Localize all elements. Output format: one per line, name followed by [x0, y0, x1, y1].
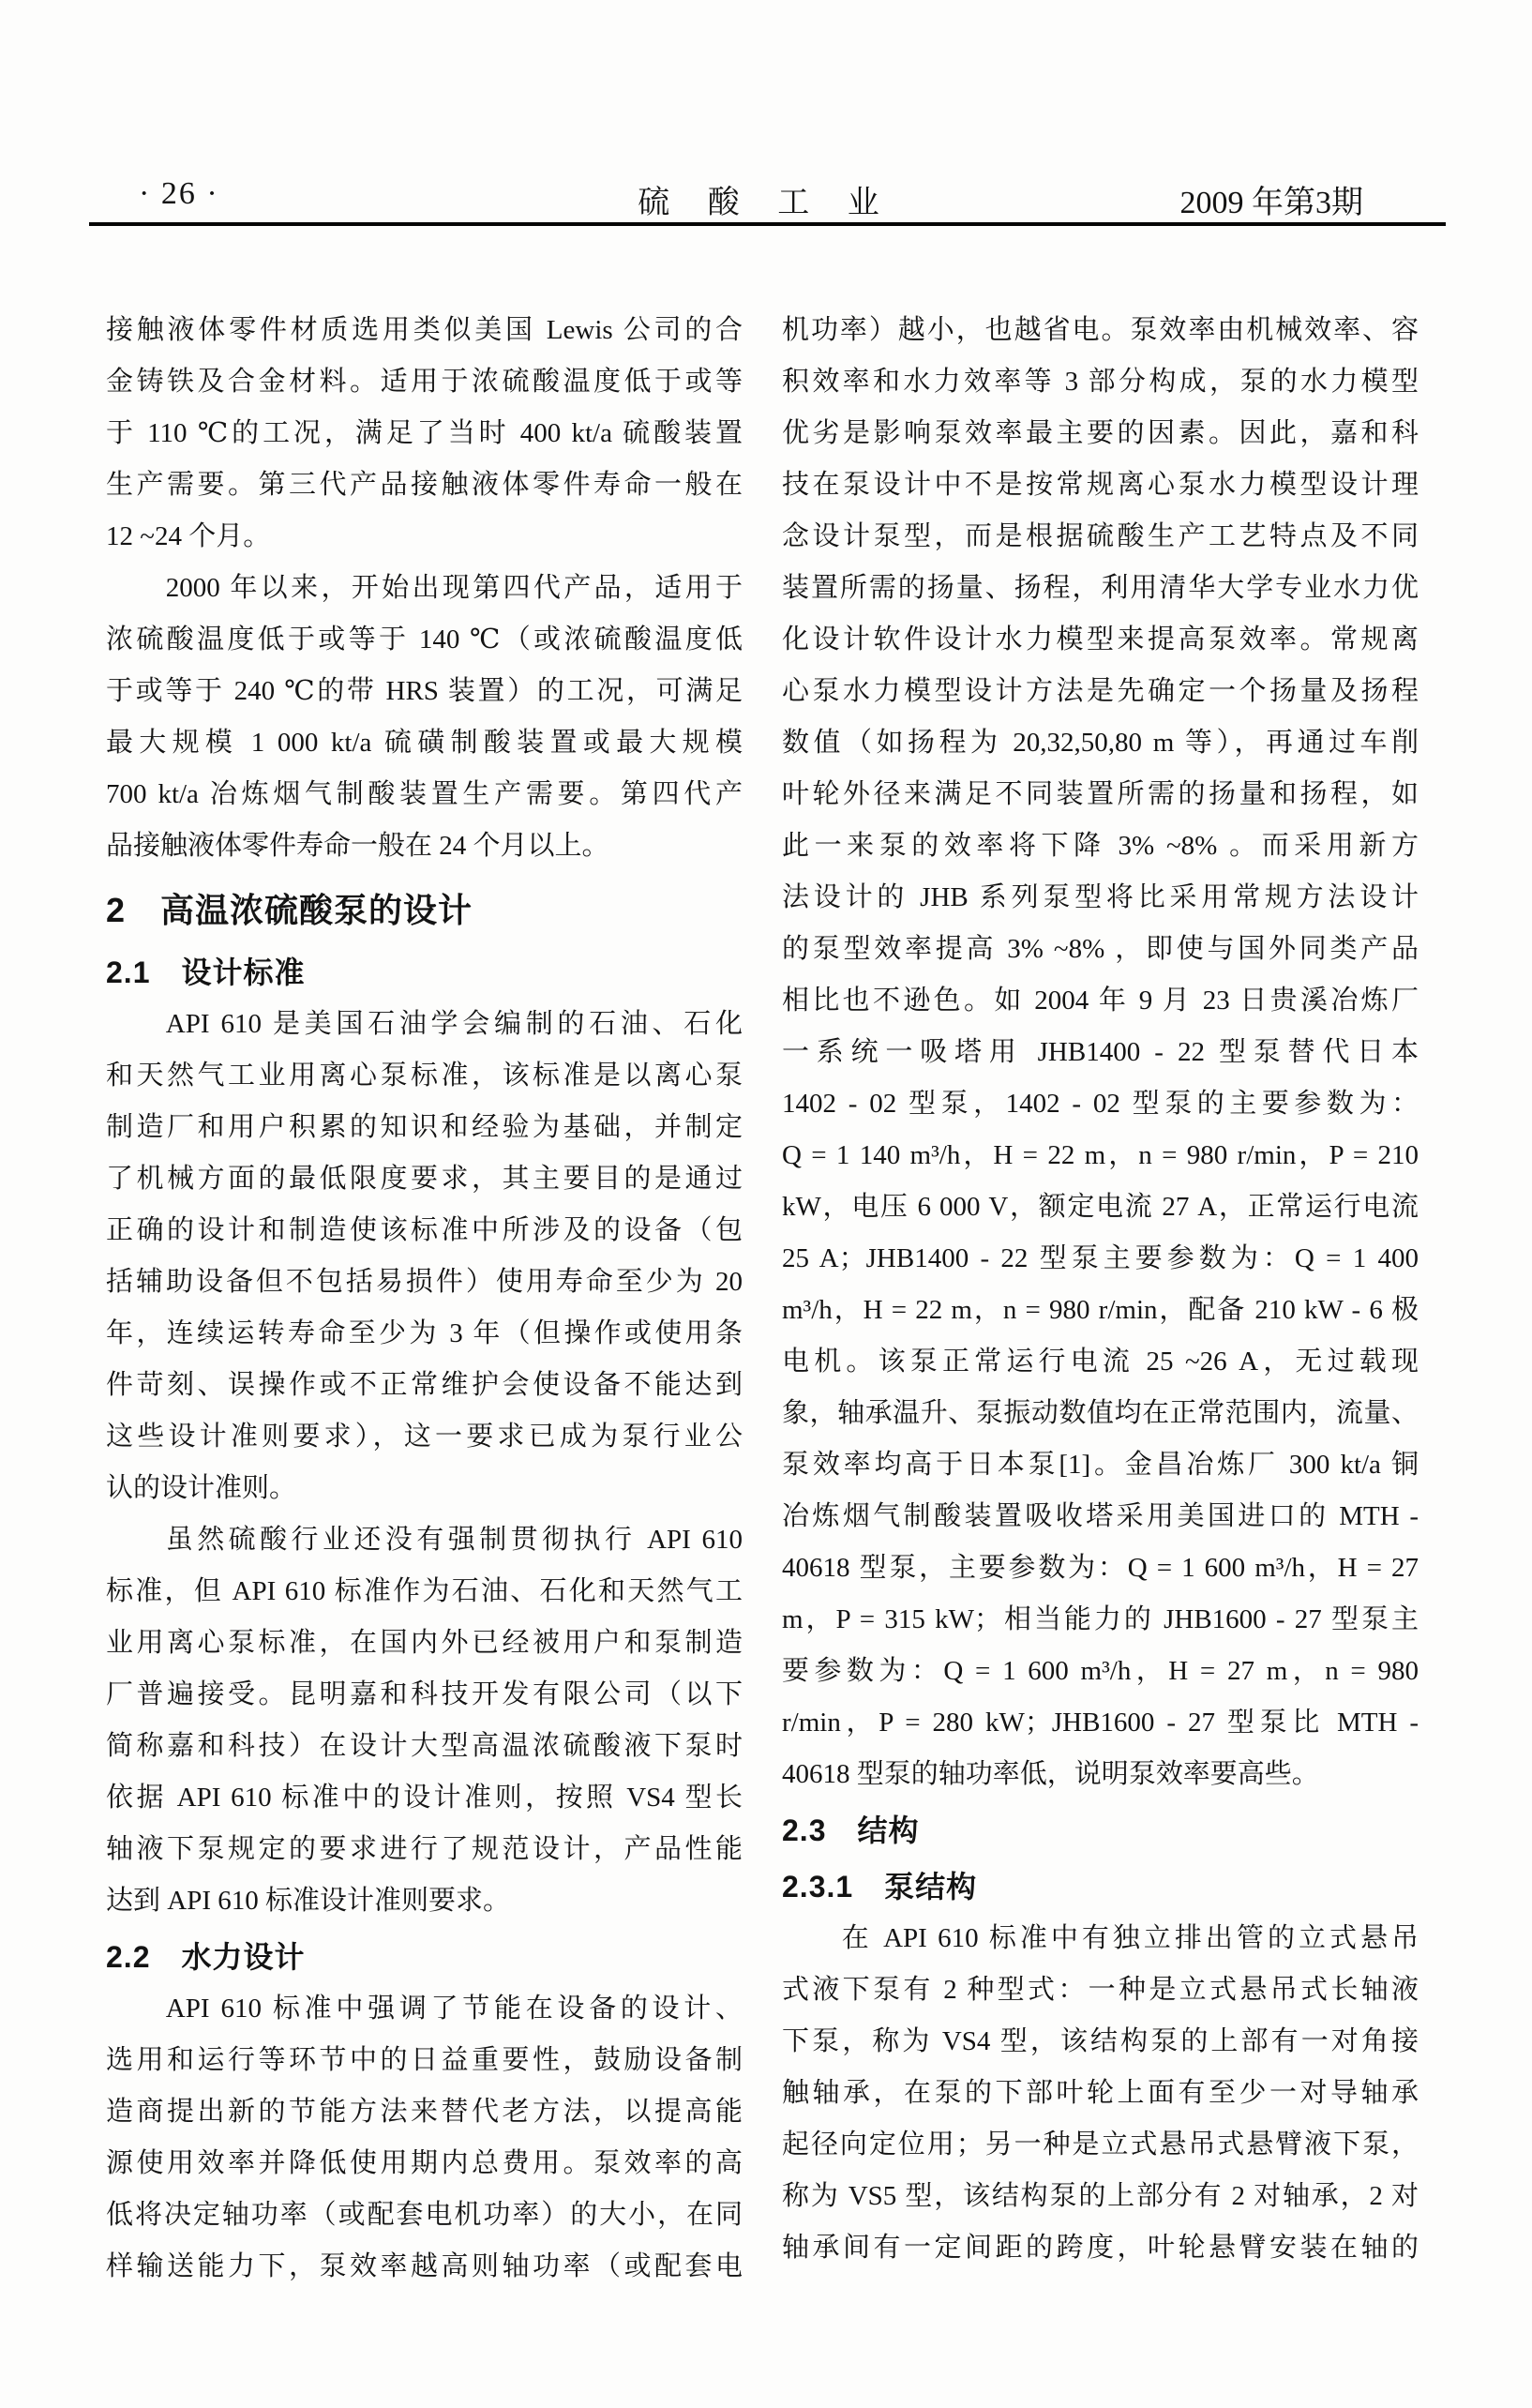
text-line: 低将决定轴功率（或配套电机功率）的大小，在同: [106, 2200, 743, 2230]
text-line: 法设计的 JHB 系列泵型将比采用常规方法设计: [782, 882, 1419, 912]
text-line: 于或等于 240 ℃的带 HRS 装置）的工况，可满足: [106, 676, 743, 706]
text-line: 40618 型泵，主要参数为：Q = 1 600 m³/h，H = 27: [782, 1553, 1419, 1583]
text-line: 40618 型泵的轴功率低，说明泵效率要高些。: [782, 1759, 1319, 1789]
text-line: 700 kt/a 冶炼烟气制酸装置生产需要。第四代产: [106, 779, 743, 809]
text-line: 装置所需的扬量、扬程，利用清华大学专业水力优: [782, 573, 1419, 603]
text-line: 机功率）越小，也越省电。泵效率由机械效率、容: [782, 315, 1419, 345]
text-line: 标准，但 API 610 标准作为石油、石化和天然气工: [106, 1576, 743, 1606]
article-body: [106, 305, 1419, 2293]
text-line: 象，轴承温升、泵振动数值均在正常范围内，流量、: [782, 1398, 1419, 1428]
text-line: 心泵水力模型设计方法是先确定一个扬量及扬程: [782, 676, 1419, 706]
text-line: 浓硫酸温度低于或等于 140 ℃（或浓硫酸温度低: [106, 625, 743, 655]
text-line: 金铸铁及合金材料。适用于浓硫酸温度低于或等: [106, 367, 743, 397]
text-line: 一系统一吸塔用 JHB1400 - 22 型泵替代日本: [782, 1037, 1419, 1067]
left-column: [106, 305, 743, 2293]
text-line: 电机。该泵正常运行电流 25 ~26 A，无过载现: [782, 1347, 1419, 1377]
text-line: 式液下泵有 2 种型式：一种是立式悬吊式长轴液: [782, 1975, 1419, 2005]
text-line: 造商提出新的节能方法来替代老方法，以提高能: [106, 2097, 743, 2127]
text-line: 25 A；JHB1400 - 22 型泵主要参数为：Q = 1 400: [782, 1243, 1419, 1273]
text-line: 1402 - 02 型泵，1402 - 02 型泵的主要参数为：: [782, 1089, 1419, 1119]
text-line: 念设计泵型，而是根据硫酸生产工艺特点及不同: [782, 521, 1419, 551]
text-line: 数值（如扬程为 20,32,50,80 m 等），再通过车削: [782, 728, 1419, 758]
text-line: 2000 年以来，开始出现第四代产品，适用于: [165, 573, 743, 603]
text-line: 相比也不逊色。如 2004 年 9 月 23 日贵溪冶炼厂: [782, 986, 1419, 1016]
text-line: 优劣是影响泵效率最主要的因素。因此，嘉和科: [782, 418, 1419, 448]
text-line: 业用离心泵标准，在国内外已经被用户和泵制造: [106, 1628, 743, 1658]
text-line: 要参数为：Q = 1 600 m³/h，H = 27 m，n = 980: [782, 1656, 1419, 1686]
text-line: 正确的设计和制造使该标准中所涉及的设备（包: [106, 1215, 743, 1245]
header-rule: [89, 222, 1446, 226]
text-line: 件苛刻、误操作或不正常维护会使设备不能达到: [106, 1370, 743, 1400]
text-line: 这些设计准则要求），这一要求已成为泵行业公: [106, 1422, 743, 1452]
text-line: 于 110 ℃的工况，满足了当时 400 kt/a 硫酸装置: [106, 418, 743, 448]
section-heading: 2.2 水力设计: [106, 1940, 306, 1974]
text-line: 化设计软件设计水力模型来提高泵效率。常规离: [782, 625, 1419, 655]
text-line: kW，电压 6 000 V，额定电流 27 A，正常运行电流: [782, 1192, 1419, 1222]
text-line: 技在泵设计中不是按常规离心泵水力模型设计理: [782, 470, 1419, 500]
text-line: 虽然硫酸行业还没有强制贯彻执行 API 610: [165, 1525, 743, 1555]
text-line: 在 API 610 标准中有独立排出管的立式悬吊: [841, 1923, 1419, 1953]
issue-label: 2009 年第3期: [1179, 186, 1363, 220]
section-heading: 2.3 结构: [782, 1814, 920, 1847]
text-line: r/min，P = 280 kW；JHB1600 - 27 型泵比 MTH -: [782, 1708, 1419, 1738]
text-line: 和天然气工业用离心泵标准，该标准是以离心泵: [106, 1061, 743, 1091]
text-line: 轴液下泵规定的要求进行了规范设计，产品性能: [106, 1834, 743, 1864]
text-line: 品接触液体零件寿命一般在 24 个月以上。: [106, 831, 609, 861]
text-line: 此一来泵的效率将下降 3% ~8% 。而采用新方: [782, 831, 1419, 861]
text-line: m，P = 315 kW；相当能力的 JHB1600 - 27 型泵主: [782, 1604, 1419, 1634]
section-heading: 2 高温浓硫酸泵的设计: [106, 891, 473, 929]
text-line: 的泵型效率提高 3% ~8% ，即使与国外同类产品: [782, 934, 1419, 964]
journal-title: 硫 酸 工 业: [638, 186, 894, 220]
text-line: 积效率和水力效率等 3 部分构成，泵的水力模型: [782, 367, 1419, 397]
right-column: [782, 305, 1419, 2293]
text-line: 触轴承，在泵的下部叶轮上面有至少一对导轴承: [782, 2078, 1419, 2108]
section-heading: 2.1 设计标准: [106, 956, 306, 989]
text-line: API 610 是美国石油学会编制的石油、石化: [165, 1009, 743, 1039]
text-line: 接触液体零件材质选用类似美国 Lewis 公司的合: [106, 315, 743, 345]
text-line: 了机械方面的最低限度要求，其主要目的是通过: [106, 1164, 743, 1194]
page-number: · 26 ·: [139, 176, 219, 211]
section-heading: 2.3.1 泵结构: [782, 1870, 978, 1904]
text-line: m³/h，H = 22 m，n = 980 r/min，配备 210 kW - 6 极: [782, 1295, 1419, 1325]
text-line: 最大规模 1 000 kt/a 硫磺制酸装置或最大规模: [106, 728, 743, 758]
text-line: 达到 API 610 标准设计准则要求。: [106, 1886, 510, 1916]
text-line: 下泵，称为 VS4 型，该结构泵的上部有一对角接: [782, 2026, 1419, 2056]
text-line: 年，连续运转寿命至少为 3 年（但操作或使用条: [106, 1318, 743, 1348]
text-line: 样输送能力下，泵效率越高则轴功率（或配套电: [106, 2251, 743, 2281]
text-line: 叶轮外径来满足不同装置所需的扬量和扬程，如: [782, 779, 1419, 809]
text-line: 起径向定位用；另一种是立式悬吊式悬臂液下泵，: [782, 2130, 1419, 2160]
text-line: 源使用效率并降低使用期内总费用。泵效率的高: [106, 2148, 743, 2178]
text-line: 厂普遍接受。昆明嘉和科技开发有限公司（以下: [106, 1679, 743, 1709]
text-line: 认的设计准则。: [106, 1473, 297, 1503]
text-line: 泵效率均高于日本泵[1]。金昌冶炼厂 300 kt/a 铜: [782, 1450, 1419, 1480]
text-line: API 610 标准中强调了节能在设备的设计、: [165, 1994, 743, 2024]
text-line: 制造厂和用户积累的知识和经验为基础，并制定: [106, 1112, 743, 1142]
text-line: 称为 VS5 型，该结构泵的上部分有 2 对轴承，2 对: [782, 2181, 1419, 2211]
text-line: 轴承间有一定间距的跨度，叶轮悬臂安装在轴的: [782, 2233, 1419, 2263]
text-line: 简称嘉和科技）在设计大型高温浓硫酸液下泵时: [106, 1731, 743, 1761]
text-line: 12 ~24 个月。: [106, 521, 271, 551]
text-line: 冶炼烟气制酸装置吸收塔采用美国进口的 MTH -: [782, 1501, 1419, 1531]
text-line: 生产需要。第三代产品接触液体零件寿命一般在: [106, 470, 743, 500]
text-line: 选用和运行等环节中的日益重要性，鼓励设备制: [106, 2045, 743, 2075]
text-line: 括辅助设备但不包括易损件）使用寿命至少为 20: [106, 1267, 743, 1297]
text-line: 依据 API 610 标准中的设计准则，按照 VS4 型长: [106, 1783, 743, 1813]
text-line: Q = 1 140 m³/h，H = 22 m，n = 980 r/min，P = 210: [782, 1140, 1419, 1170]
